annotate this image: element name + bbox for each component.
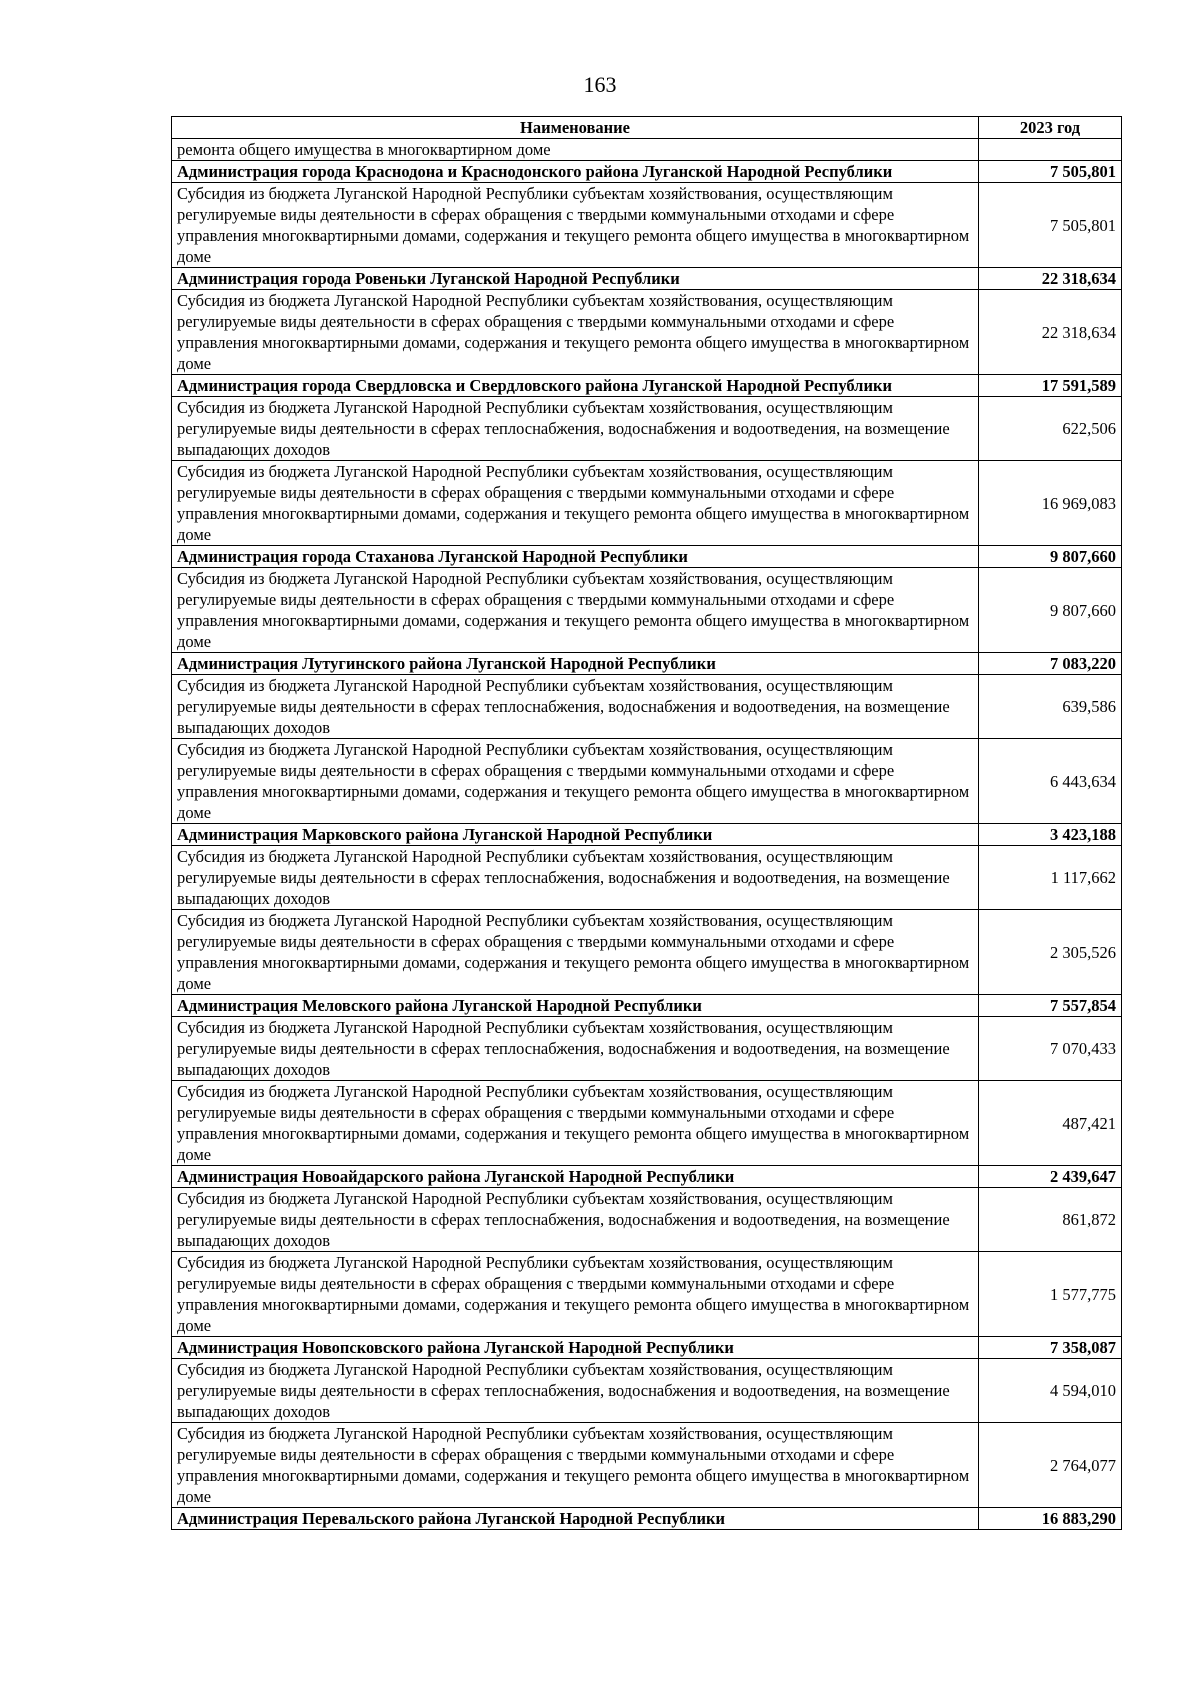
- row-value: 639,586: [979, 675, 1122, 739]
- row-value: 487,421: [979, 1081, 1122, 1166]
- organization-row: [172, 1166, 1122, 1188]
- table-row: [172, 568, 1122, 653]
- row-value: 622,506: [979, 397, 1122, 461]
- budget-table: [171, 116, 1122, 1530]
- row-value: 2 764,077: [979, 1423, 1122, 1508]
- organization-row: [172, 546, 1122, 568]
- row-value: 1 577,775: [979, 1252, 1122, 1337]
- row-value: 9 807,660: [979, 568, 1122, 653]
- row-name: Субсидия из бюджета Луганской Народной Республики субъектам хозяйствования, осуществляющим регулируемые виды деятельности в сферах теплоснабжения, водоснабжения и водоотведения, на возмещение выпадающих доходов: [172, 397, 979, 461]
- row-value: [979, 139, 1122, 161]
- row-value: 16 969,083: [979, 461, 1122, 546]
- row-name: Субсидия из бюджета Луганской Народной Республики субъектам хозяйствования, осуществляющим регулируемые виды деятельности в сферах обращения с твердыми коммунальными отходами и сфере управления многоквартирными домами, содержания и текущего ремонта общего имущества в многоквартирном доме: [172, 1423, 979, 1508]
- organization-total: 7 358,087: [979, 1337, 1122, 1359]
- table-row: [172, 1423, 1122, 1508]
- organization-total: 3 423,188: [979, 824, 1122, 846]
- row-value: 22 318,634: [979, 290, 1122, 375]
- row-name: Субсидия из бюджета Луганской Народной Республики субъектам хозяйствования, осуществляющим регулируемые виды деятельности в сферах обращения с твердыми коммунальными отходами и сфере управления многоквартирными домами, содержания и текущего ремонта общего имущества в многоквартирном доме: [172, 568, 979, 653]
- table-row: [172, 139, 1122, 161]
- row-name: Субсидия из бюджета Луганской Народной Республики субъектам хозяйствования, осуществляющим регулируемые виды деятельности в сферах обращения с твердыми коммунальными отходами и сфере управления многоквартирными домами, содержания и текущего ремонта общего имущества в многоквартирном доме: [172, 290, 979, 375]
- table-row: [172, 1188, 1122, 1252]
- row-value: 7 505,801: [979, 183, 1122, 268]
- organization-total: 2 439,647: [979, 1166, 1122, 1188]
- header-row: [172, 117, 1122, 139]
- organization-name: Администрация Лутугинского района Луганской Народной Республики: [172, 653, 979, 675]
- table-row: [172, 1081, 1122, 1166]
- row-name: ремонта общего имущества в многоквартирном доме: [172, 139, 979, 161]
- table-row: [172, 397, 1122, 461]
- organization-name: Администрация города Краснодона и Краснодонского района Луганской Народной Республики: [172, 161, 979, 183]
- organization-row: [172, 375, 1122, 397]
- organization-name: Администрация города Ровеньки Луганской Народной Республики: [172, 268, 979, 290]
- table-row: [172, 461, 1122, 546]
- table-row: [172, 739, 1122, 824]
- row-name: Субсидия из бюджета Луганской Народной Республики субъектам хозяйствования, осуществляющим регулируемые виды деятельности в сферах обращения с твердыми коммунальными отходами и сфере управления многоквартирными домами, содержания и текущего ремонта общего имущества в многоквартирном доме: [172, 910, 979, 995]
- row-value: 4 594,010: [979, 1359, 1122, 1423]
- row-name: Субсидия из бюджета Луганской Народной Республики субъектам хозяйствования, осуществляющим регулируемые виды деятельности в сферах обращения с твердыми коммунальными отходами и сфере управления многоквартирными домами, содержания и текущего ремонта общего имущества в многоквартирном доме: [172, 739, 979, 824]
- table-row: [172, 846, 1122, 910]
- table-row: [172, 1359, 1122, 1423]
- row-value: 6 443,634: [979, 739, 1122, 824]
- organization-row: [172, 161, 1122, 183]
- organization-name: Администрация Новоайдарского района Луганской Народной Республики: [172, 1166, 979, 1188]
- row-name: Субсидия из бюджета Луганской Народной Республики субъектам хозяйствования, осуществляющим регулируемые виды деятельности в сферах обращения с твердыми коммунальными отходами и сфере управления многоквартирными домами, содержания и текущего ремонта общего имущества в многоквартирном доме: [172, 183, 979, 268]
- organization-total: 17 591,589: [979, 375, 1122, 397]
- row-value: 1 117,662: [979, 846, 1122, 910]
- table-header: [172, 117, 1122, 139]
- table-body: [172, 139, 1122, 1530]
- row-value: 861,872: [979, 1188, 1122, 1252]
- row-name: Субсидия из бюджета Луганской Народной Республики субъектам хозяйствования, осуществляющим регулируемые виды деятельности в сферах обращения с твердыми коммунальными отходами и сфере управления многоквартирными домами, содержания и текущего ремонта общего имущества в многоквартирном доме: [172, 1081, 979, 1166]
- row-name: Субсидия из бюджета Луганской Народной Республики субъектам хозяйствования, осуществляющим регулируемые виды деятельности в сферах обращения с твердыми коммунальными отходами и сфере управления многоквартирными домами, содержания и текущего ремонта общего имущества в многоквартирном доме: [172, 461, 979, 546]
- organization-name: Администрация Марковского района Луганской Народной Республики: [172, 824, 979, 846]
- row-value: 7 070,433: [979, 1017, 1122, 1081]
- organization-total: 7 505,801: [979, 161, 1122, 183]
- organization-row: [172, 653, 1122, 675]
- organization-total: 22 318,634: [979, 268, 1122, 290]
- row-name: Субсидия из бюджета Луганской Народной Республики субъектам хозяйствования, осуществляющим регулируемые виды деятельности в сферах теплоснабжения, водоснабжения и водоотведения, на возмещение выпадающих доходов: [172, 1188, 979, 1252]
- organization-name: Администрация Меловского района Луганской Народной Республики: [172, 995, 979, 1017]
- row-name: Субсидия из бюджета Луганской Народной Республики субъектам хозяйствования, осуществляющим регулируемые виды деятельности в сферах теплоснабжения, водоснабжения и водоотведения, на возмещение выпадающих доходов: [172, 675, 979, 739]
- organization-row: [172, 1508, 1122, 1530]
- table-row: [172, 1017, 1122, 1081]
- organization-name: Администрация Перевальского района Луганской Народной Республики: [172, 1508, 979, 1530]
- page-number: 163: [583, 72, 617, 97]
- table-row: [172, 910, 1122, 995]
- organization-total: 7 083,220: [979, 653, 1122, 675]
- table-row: [172, 1252, 1122, 1337]
- organization-row: [172, 995, 1122, 1017]
- organization-name: Администрация города Стаханова Луганской Народной Республики: [172, 546, 979, 568]
- organization-name: Администрация Новопсковского района Луганской Народной Республики: [172, 1337, 979, 1359]
- row-name: Субсидия из бюджета Луганской Народной Республики субъектам хозяйствования, осуществляющим регулируемые виды деятельности в сферах теплоснабжения, водоснабжения и водоотведения, на возмещение выпадающих доходов: [172, 1359, 979, 1423]
- table-row: [172, 675, 1122, 739]
- column-header-name: Наименование: [172, 117, 979, 139]
- organization-total: 16 883,290: [979, 1508, 1122, 1530]
- table-row: [172, 290, 1122, 375]
- table-row: [172, 183, 1122, 268]
- organization-total: 7 557,854: [979, 995, 1122, 1017]
- column-header-year: 2023 год: [979, 117, 1122, 139]
- organization-name: Администрация города Свердловска и Свердловского района Луганской Народной Республики: [172, 375, 979, 397]
- row-name: Субсидия из бюджета Луганской Народной Республики субъектам хозяйствования, осуществляющим регулируемые виды деятельности в сферах теплоснабжения, водоснабжения и водоотведения, на возмещение выпадающих доходов: [172, 1017, 979, 1081]
- row-name: Субсидия из бюджета Луганской Народной Республики субъектам хозяйствования, осуществляющим регулируемые виды деятельности в сферах теплоснабжения, водоснабжения и водоотведения, на возмещение выпадающих доходов: [172, 846, 979, 910]
- row-value: 2 305,526: [979, 910, 1122, 995]
- organization-row: [172, 824, 1122, 846]
- organization-row: [172, 268, 1122, 290]
- row-name: Субсидия из бюджета Луганской Народной Республики субъектам хозяйствования, осуществляющим регулируемые виды деятельности в сферах обращения с твердыми коммунальными отходами и сфере управления многоквартирными домами, содержания и текущего ремонта общего имущества в многоквартирном доме: [172, 1252, 979, 1337]
- organization-total: 9 807,660: [979, 546, 1122, 568]
- organization-row: [172, 1337, 1122, 1359]
